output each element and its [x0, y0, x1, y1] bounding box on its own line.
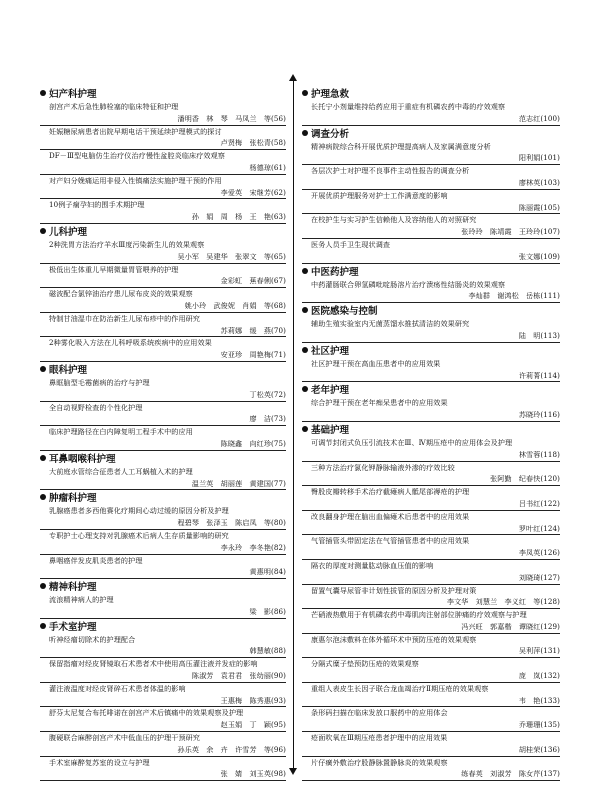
- article-meta: [302, 719, 560, 732]
- article-title: 在校护生与实习护生信赖他人及容纳他人的对照研究: [311, 215, 477, 225]
- bullet-icon: [302, 90, 308, 96]
- section-heading: [40, 88, 286, 101]
- article-title: 辅助生殖实验室内无菌蒸馏水推拭清洁的效果研究: [311, 319, 470, 329]
- toc-entry[interactable]: [40, 594, 286, 619]
- article-authors-page: 丁松英(72): [249, 389, 286, 399]
- article-title: 隔衣的厚度对测量肱动脉血压值的影响: [311, 560, 434, 570]
- bullet-icon: [40, 228, 46, 234]
- article-meta: [302, 152, 560, 165]
- section-heading-text: 肿瘤科护理: [49, 493, 97, 505]
- leader: [49, 275, 221, 287]
- article-title: 改良翻身护理在脑出血偏瘫术后患者中的应用效果: [311, 511, 470, 521]
- leader: [311, 113, 519, 125]
- leader: [49, 162, 249, 174]
- bullet-icon: [302, 426, 308, 432]
- section-heading-text: 护理急救: [311, 89, 350, 100]
- article-title: 可调节封闭式负压引流技术在Ⅲ、Ⅳ期压疮中的应用体会及护理: [311, 437, 513, 447]
- toc-entry[interactable]: [40, 683, 286, 708]
- article-meta: [40, 670, 286, 683]
- toc-entry[interactable]: [302, 101, 560, 126]
- article-meta: [40, 744, 286, 757]
- article-meta: [302, 547, 560, 560]
- leader: [49, 517, 178, 529]
- article-authors-page: 李爱英 宋继芳(62): [220, 187, 286, 197]
- section-heading: [40, 581, 286, 594]
- section-heading-text: 儿科护理: [49, 226, 88, 238]
- article-authors-page: 林雪蓉(118): [518, 449, 560, 459]
- article-authors-page: 陈淑芳 袁君君 张幼丽(90): [191, 671, 286, 681]
- leader: [311, 251, 519, 263]
- toc-entry[interactable]: [302, 535, 560, 560]
- article-meta: [302, 572, 560, 585]
- article-title: 全自动视野检查的个性化护理: [49, 402, 143, 412]
- article-meta: [40, 162, 286, 175]
- article-authors-page: 张文娜(109): [518, 251, 560, 261]
- toc-entry[interactable]: [40, 377, 286, 402]
- toc-entry[interactable]: [40, 239, 286, 264]
- toc-entry[interactable]: [40, 402, 286, 427]
- article-authors-page: 廖 洁(73): [249, 414, 286, 424]
- article-title: 临床护理路径在白内障复明工程手术中的应用: [49, 427, 193, 437]
- article-title: DF－Ⅲ型电脑仿生治疗仪治疗慢性盆腔炎临床疗效观察: [49, 151, 226, 161]
- leader: [49, 719, 221, 731]
- leader: [49, 349, 221, 361]
- toc-entry[interactable]: [302, 165, 560, 190]
- article-authors-page: 乔珊珊(135): [518, 720, 560, 730]
- toc-entry[interactable]: [40, 466, 286, 491]
- article-authors-page: 庞 岚(132): [518, 671, 560, 681]
- article-title: 保留指瘤对经皮肾镜取石术患者术中使用高压灌注液并发症的影响: [49, 659, 258, 669]
- leader: [311, 670, 519, 682]
- article-title: 鼻咽癌伴发皮肌炎患者的护理: [49, 555, 143, 565]
- article-title: 长托宁小剂量维持给药应用于重症有机磷农药中毒的疗效观察: [311, 102, 506, 111]
- article-title: 专职护士心理支持对乳腺癌术后病人生存质量影响的研究: [49, 530, 229, 540]
- toc-entry[interactable]: [302, 658, 560, 683]
- toc-entry[interactable]: [40, 199, 286, 224]
- article-meta: [40, 517, 286, 530]
- article-title: 2种雾化吸入方法在儿科呼吸系统疾病中的应用效果: [49, 338, 212, 348]
- leader: [311, 152, 519, 164]
- leader: [311, 177, 519, 189]
- section-heading: [302, 88, 560, 101]
- toc-entry[interactable]: [40, 288, 286, 313]
- article-authors-page: 赵玉娟 丁 颖(95): [220, 720, 286, 730]
- article-title: 鼻眶脑型毛霉菌病的治疗与护理: [49, 377, 150, 387]
- section-heading-text: 社区护理: [311, 345, 350, 357]
- toc-entry[interactable]: [302, 732, 560, 757]
- toc-entry[interactable]: [302, 190, 560, 215]
- toc-entry[interactable]: [302, 757, 560, 782]
- article-title: 芒硝液热敷用于有机磷农药中毒肌肉注射部位肿痛的疗效观察与护理: [311, 610, 527, 620]
- section-heading: [302, 424, 560, 437]
- bullet-icon: [40, 366, 46, 372]
- article-title: 大前庭水管综合征患者人工耳蜗植入术的护理: [49, 466, 193, 476]
- article-meta: [40, 438, 286, 451]
- article-meta: [40, 275, 286, 288]
- leader: [49, 113, 178, 125]
- leader: [311, 645, 519, 657]
- article-meta: [40, 478, 286, 491]
- toc-entry[interactable]: [40, 264, 286, 289]
- leader: [311, 547, 519, 559]
- article-meta: [302, 409, 560, 422]
- leader: [311, 409, 519, 421]
- bullet-icon: [40, 583, 46, 589]
- leader: [311, 596, 447, 608]
- article-meta: [302, 523, 560, 536]
- article-meta: [302, 113, 560, 126]
- article-meta: [302, 695, 560, 708]
- section-heading: [302, 305, 560, 318]
- leader: [49, 670, 192, 682]
- article-title: 灌注液温度对经皮肾碎石术患者体温的影响: [49, 683, 186, 693]
- article-authors-page: 韩慧敏(88): [249, 646, 286, 656]
- article-meta: [302, 498, 560, 511]
- section-heading-text: 老年护理: [311, 385, 350, 397]
- toc-entry[interactable]: [40, 426, 286, 451]
- article-title: 2种洗胃方法治疗羊水Ⅲ度污染新生儿的效果观察: [49, 239, 205, 249]
- article-title: 对产妇分娩痛运用非侵入性镇痛法实施护理干预的作用: [49, 175, 222, 185]
- article-title: 极低出生体重儿早期微量胃管喂养的护理: [49, 264, 179, 274]
- article-authors-page: 潘明香 林 琴 马凤兰 等(56): [177, 113, 286, 123]
- leader: [49, 768, 221, 780]
- article-title: 重组人表皮生长因子联合龙血竭治疗Ⅱ期压疮的效果观察: [311, 683, 489, 693]
- article-title: 条形码扫描在临床发放口服药中的应用体会: [311, 708, 448, 718]
- article-authors-page: 李凤英(126): [518, 548, 560, 558]
- bullet-icon: [40, 623, 46, 629]
- leader: [49, 606, 249, 618]
- toc-entry[interactable]: [40, 555, 286, 580]
- article-meta: [40, 325, 286, 338]
- article-title: 臀股皮瓣转移手术治疗截瘫病人骶尾部褥疮的护理: [311, 487, 470, 497]
- toc-entry[interactable]: [302, 318, 560, 343]
- bullet-icon: [40, 494, 46, 500]
- toc-column-right: [302, 86, 560, 781]
- toc-entry[interactable]: [302, 462, 560, 487]
- article-title: 各层次护士对护理不良事件主动性报告的调查分析: [311, 166, 470, 176]
- article-title: 综合护理干预在老年痴呆患者中的应用效果: [311, 398, 448, 408]
- article-meta: [40, 349, 286, 362]
- section-heading-text: 眼科护理: [49, 364, 88, 376]
- article-meta: [302, 596, 560, 609]
- article-authors-page: 孙 娟 周 杨 王 艳(63): [191, 212, 286, 222]
- leader: [49, 695, 221, 707]
- article-title: 气管插管头带固定法在气管插管患者中的应用效果: [311, 536, 470, 546]
- toc-entry[interactable]: [302, 511, 560, 536]
- article-title: 医务人员手卫生现状调查: [311, 239, 391, 249]
- leader: [49, 566, 249, 578]
- toc-entry[interactable]: [302, 358, 560, 383]
- article-title: 妊娠糖尿病患者出院早期电话干预延续护理模式的探讨: [49, 126, 222, 136]
- article-authors-page: 许莉菁(114): [518, 370, 560, 380]
- article-authors-page: 王惠梅 陈秀惠(93): [220, 695, 286, 705]
- toc-entry[interactable]: [302, 560, 560, 585]
- section-heading: [40, 621, 286, 634]
- leader: [311, 621, 461, 633]
- article-meta: [302, 202, 560, 215]
- article-title: 分隔式糜子垫预防压疮的效果观察: [311, 659, 419, 669]
- article-authors-page: 张玲玲 陈靖霞 王玲玲(107): [461, 227, 560, 237]
- article-title: 片仔癀外敷治疗股静脉置静脉炎的效果观察: [311, 757, 448, 767]
- leader: [49, 300, 185, 312]
- article-meta: [40, 211, 286, 224]
- article-title: 流浪精神病人的护理: [49, 595, 114, 605]
- article-title: 精神病院综合科开展优质护理提高病人及家属满意度分析: [311, 141, 491, 151]
- article-meta: [40, 187, 286, 200]
- article-authors-page: 韦 艳(133): [518, 695, 560, 705]
- article-meta: [302, 768, 560, 781]
- article-authors-page: 金彩虹 蕉春俐(67): [220, 276, 286, 286]
- toc-entry[interactable]: [40, 101, 286, 126]
- section-heading-text: 中医药护理: [311, 266, 359, 278]
- article-meta: [40, 719, 286, 732]
- toc-entry[interactable]: [302, 141, 560, 166]
- leader: [49, 542, 221, 554]
- article-authors-page: 孙乐英 余 卉 许雪芳 等(96): [177, 744, 286, 754]
- article-authors-page: 陆 明(113): [518, 330, 560, 340]
- article-title: 磁波配合氯锌油治疗患儿尿布皮炎的效果观察: [49, 289, 193, 299]
- article-authors-page: 阳利娟(101): [518, 153, 560, 163]
- bullet-icon: [302, 130, 308, 136]
- section-heading-text: 调查分析: [311, 128, 350, 140]
- leader: [49, 645, 249, 657]
- article-title: 康惠尔泡沫敷料在体外循环术中预防压疮的效果观察: [311, 634, 477, 644]
- article-meta: [302, 290, 560, 303]
- toc-entry[interactable]: [40, 530, 286, 555]
- section-heading: [302, 266, 560, 279]
- toc-column-left: [40, 86, 286, 781]
- article-authors-page: 温兰英 胡丽莲 黄建国(77): [191, 478, 286, 488]
- section-heading-text: 手术室护理: [49, 621, 97, 633]
- leader: [311, 768, 461, 780]
- toc-entry[interactable]: [40, 505, 286, 530]
- toc-entry[interactable]: [302, 486, 560, 511]
- article-authors-page: 李文华 刘慧兰 李义红 等(128): [446, 597, 560, 607]
- leader: [311, 202, 519, 214]
- article-authors-page: 李灿群 谢鸿松 岳栋(111): [468, 291, 560, 301]
- bullet-icon: [302, 268, 308, 274]
- section-heading: [40, 492, 286, 505]
- article-meta: [302, 330, 560, 343]
- article-meta: [40, 606, 286, 619]
- leader: [311, 523, 519, 535]
- article-title: 10例子痫孕妇的围手术期护理: [49, 200, 145, 210]
- article-authors-page: 李永玲 李冬艳(82): [220, 542, 286, 552]
- article-authors-page: 冯兴旺 郭嘉楷 谭晓红(129): [461, 621, 560, 631]
- article-title: 留置气囊导尿管非计划性拔管的原因分析及护理对策: [311, 585, 477, 595]
- leader: [49, 744, 178, 756]
- toc-entry[interactable]: [302, 437, 560, 462]
- section-heading-text: 妇产科护理: [49, 89, 97, 100]
- leader: [49, 137, 221, 149]
- leader: [49, 413, 249, 425]
- toc-entry[interactable]: [302, 683, 560, 708]
- article-authors-page: 苏晓玲(116): [518, 410, 560, 420]
- article-meta: [302, 177, 560, 190]
- leader: [311, 290, 468, 302]
- article-authors-page: 陈晓鑫 向红珍(75): [220, 438, 286, 448]
- article-meta: [40, 389, 286, 402]
- toc-entry[interactable]: [302, 239, 560, 264]
- article-authors-page: 安亚珍 周艳梅(71): [220, 350, 286, 360]
- leader: [311, 498, 519, 510]
- article-meta: [40, 300, 286, 313]
- article-authors-page: 张阿勤 纪春快(120): [490, 474, 560, 484]
- article-title: 乳腺癌患者多西他赛化疗期间心动过缓的原因分析及护理: [49, 506, 229, 516]
- article-title: 手术室麻醉复苏室的设立与护理: [49, 757, 150, 767]
- article-authors-page: 吴小军 吴建华 张翠文 等(65): [177, 251, 286, 261]
- section-heading: [40, 226, 286, 239]
- toc-entry[interactable]: [40, 707, 286, 732]
- article-meta: [302, 744, 560, 757]
- toc-entry[interactable]: [302, 397, 560, 422]
- article-authors-page: 程碧琴 张泽玉 陈启凤 等(80): [177, 518, 286, 528]
- section-heading: [40, 453, 286, 466]
- article-title: 听神经瘤切除术的护理配合: [49, 634, 136, 644]
- article-title: 特制甘油湿巾在防治新生儿尿布疹中的作用研究: [49, 313, 201, 323]
- leader: [49, 438, 221, 450]
- leader: [49, 325, 221, 337]
- column-divider: [293, 80, 294, 768]
- toc-entry[interactable]: [302, 609, 560, 634]
- toc-entry[interactable]: [40, 658, 286, 683]
- article-authors-page: 黄惠明(84): [249, 567, 286, 577]
- toc-entry[interactable]: [302, 707, 560, 732]
- leader: [311, 226, 461, 238]
- leader: [311, 370, 519, 382]
- article-meta: [302, 473, 560, 486]
- article-meta: [302, 370, 560, 383]
- article-meta: [40, 542, 286, 555]
- article-title: 中药灌肠联合卵氢磷吡啶肠溶片治疗溃疡性结肠炎的效果观察: [311, 279, 506, 289]
- section-heading-text: 耳鼻咽喉科护理: [49, 453, 116, 465]
- article-title: 腹硬联合麻醉剖宫产术中低血压的护理干预研究: [49, 733, 201, 743]
- article-meta: [40, 768, 286, 781]
- article-authors-page: 范志红(100): [518, 113, 560, 123]
- toc-entry[interactable]: [302, 214, 560, 239]
- article-authors-page: 练春英 刘淑芳 陈女芹(137): [461, 769, 560, 779]
- leader: [311, 449, 519, 461]
- article-meta: [40, 113, 286, 126]
- toc-entry[interactable]: [302, 634, 560, 659]
- leader: [49, 478, 192, 490]
- article-authors-page: 胡桂荣(136): [518, 744, 560, 754]
- section-heading: [302, 128, 560, 141]
- toc-entry[interactable]: [40, 732, 286, 757]
- article-meta: [40, 413, 286, 426]
- divider-arrow-down-icon: [289, 768, 297, 775]
- article-title: 舒芬太尼复合布托啡诺在剖宫产术后镇痛中的效果观察及护理: [49, 708, 244, 718]
- bullet-icon: [302, 386, 308, 392]
- article-authors-page: 吕书红(122): [518, 498, 560, 508]
- toc-entry[interactable]: [40, 150, 286, 175]
- toc-entry[interactable]: [40, 337, 286, 362]
- article-authors-page: 刘晓琦(127): [518, 572, 560, 582]
- article-authors-page: 梁 影(86): [249, 606, 286, 616]
- article-title: 剖宫产术后急性肺栓塞的临床特征和护理: [49, 102, 179, 111]
- article-meta: [302, 645, 560, 658]
- article-meta: [302, 251, 560, 264]
- article-authors-page: 张 婧 刘玉英(98): [220, 769, 286, 779]
- leader: [49, 187, 221, 199]
- section-heading: [302, 345, 560, 358]
- leader: [311, 744, 519, 756]
- bullet-icon: [302, 307, 308, 313]
- leader: [311, 473, 490, 485]
- leader: [311, 719, 519, 731]
- article-meta: [302, 621, 560, 634]
- article-meta: [40, 695, 286, 708]
- article-title: 疮面吹氧在Ⅲ期压疮患者护理中的应用效果: [311, 733, 448, 743]
- article-title: 社区护理干预在高血压患者中的应用效果: [311, 358, 441, 368]
- article-authors-page: 罗叶红(124): [518, 523, 560, 533]
- toc-entry[interactable]: [40, 634, 286, 659]
- leader: [311, 330, 519, 342]
- bullet-icon: [40, 90, 46, 96]
- leader: [49, 389, 249, 401]
- bullet-icon: [40, 455, 46, 461]
- bullet-icon: [302, 347, 308, 353]
- article-meta: [40, 251, 286, 264]
- section-heading-text: 基础护理: [311, 424, 350, 436]
- toc-entry[interactable]: [40, 175, 286, 200]
- article-title: 三种方法治疗氯化钾静脉输液外渗的疗效比较: [311, 462, 455, 472]
- article-title: 开展优质护理服务对护士工作满意度的影响: [311, 190, 448, 200]
- leader: [49, 211, 192, 223]
- article-authors-page: 廖林英(103): [518, 177, 560, 187]
- toc-entry[interactable]: [40, 126, 286, 151]
- toc-entry[interactable]: [302, 585, 560, 610]
- section-heading: [40, 364, 286, 377]
- article-authors-page: 陈丽霞(105): [518, 202, 560, 212]
- article-meta: [302, 670, 560, 683]
- leader: [311, 572, 519, 584]
- article-meta: [40, 566, 286, 579]
- article-meta: [302, 449, 560, 462]
- article-meta: [40, 137, 286, 150]
- article-authors-page: 姚小玲 武俊妮 肖娟 等(68): [184, 300, 286, 310]
- toc-entry[interactable]: [302, 279, 560, 304]
- article-meta: [40, 645, 286, 658]
- toc-entry[interactable]: [40, 313, 286, 338]
- leader: [49, 251, 178, 263]
- article-authors-page: 苏莉娜 缓 燕(70): [220, 325, 286, 335]
- section-heading: [302, 384, 560, 397]
- article-authors-page: 卢贤梅 张松青(58): [220, 138, 286, 148]
- article-meta: [302, 226, 560, 239]
- article-authors-page: 杨德琼(61): [249, 162, 286, 172]
- article-authors-page: 吴利萍(131): [518, 646, 560, 656]
- section-heading-text: 医院感染与控制: [311, 306, 378, 318]
- leader: [311, 695, 519, 707]
- toc-entry[interactable]: [40, 757, 286, 782]
- section-heading-text: 精神科护理: [49, 582, 97, 594]
